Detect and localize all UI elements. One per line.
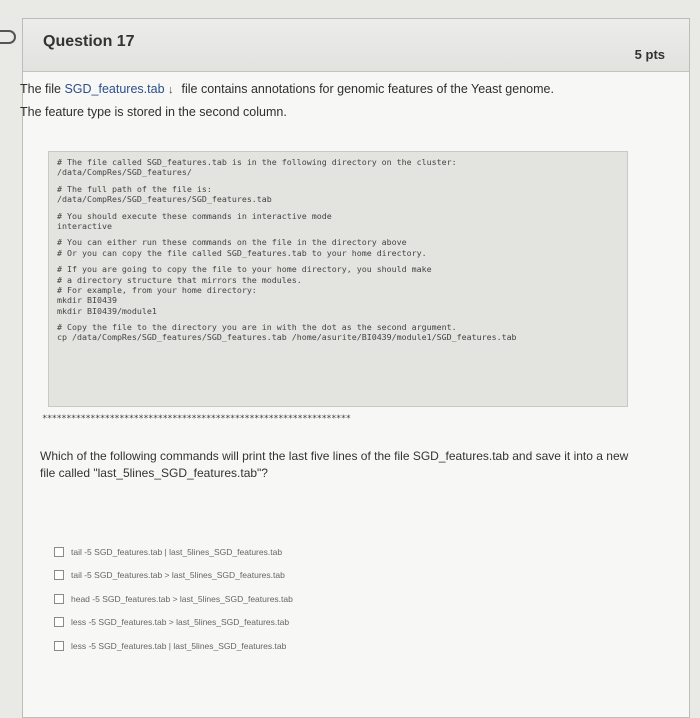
code-line: # For example, from your home directory: <box>57 284 257 295</box>
code-line: # The full path of the file is: <box>57 183 212 194</box>
file-link[interactable]: SGD_features.tab <box>64 82 165 96</box>
answer-option-4[interactable] <box>54 611 293 635</box>
nav-indicator-icon <box>0 30 16 44</box>
code-line: # Copy the file to the directory you are in with the dot as the second argument. <box>57 322 457 333</box>
answer-checkbox[interactable] <box>54 547 64 557</box>
question-intro <box>20 78 640 124</box>
answer-label: head -5 SGD_features.tab > last_5lines_SGD_features.tab <box>71 593 293 604</box>
intro-text-end: file contains annotations for genomic features of the Yeast genome. <box>178 82 554 96</box>
code-line: # a directory structure that mirrors the modules. <box>57 274 302 285</box>
answer-checkbox[interactable] <box>54 594 64 604</box>
question-title: Question 17 <box>43 33 135 50</box>
code-line: # If you are going to copy the file to your home directory, you should make <box>57 264 432 275</box>
code-line: mkdir BI0439 <box>57 295 117 306</box>
code-line: mkdir BI0439/module1 <box>57 305 157 316</box>
answer-option-5[interactable] <box>54 634 293 658</box>
answer-label: tail -5 SGD_features.tab | last_5lines_SGD_features.tab <box>71 546 283 557</box>
code-line: /data/CompRes/SGD_features/SGD_features.tab <box>57 194 272 205</box>
answer-option-2[interactable] <box>54 564 293 588</box>
code-line: cp /data/CompRes/SGD_features/SGD_features.tab /home/asurite/BI0439/module1/SGD_features.tab <box>57 332 517 343</box>
answer-label: less -5 SGD_features.tab > last_5lines_SGD_features.tab <box>71 617 290 628</box>
code-line: # You should execute these commands in interactive mode <box>57 210 332 221</box>
question-points: 5 pts <box>634 47 665 62</box>
file-download-icon[interactable]: ↓ <box>168 84 174 96</box>
answer-checkbox[interactable] <box>54 570 64 580</box>
answer-label: tail -5 SGD_features.tab > last_5lines_SGD_features.tab <box>71 570 285 581</box>
answer-checkbox[interactable] <box>54 617 64 627</box>
question-header <box>23 19 689 72</box>
intro-line-2: The feature type is stored in the second column. <box>20 105 287 119</box>
answer-label: less -5 SGD_features.tab | last_5lines_SGD_features.tab <box>71 640 287 651</box>
question-prompt: Which of the following commands will print the last five lines of the file SGD_features.tab and save it into a new file called "last_5lines_SGD_features.tab"? <box>40 449 629 480</box>
answer-option-1[interactable] <box>54 540 293 564</box>
answer-options <box>54 540 293 658</box>
code-line: # Or you can copy the file called SGD_features.tab to your home directory. <box>57 247 427 258</box>
intro-text-start: The file <box>20 82 65 96</box>
answer-checkbox[interactable] <box>54 641 64 651</box>
code-line: # The file called SGD_features.tab is in the following directory on the cluster: <box>57 157 457 167</box>
code-block <box>48 151 628 407</box>
separator-line: **************************************************************** <box>42 414 351 424</box>
code-line: interactive <box>57 220 112 231</box>
intro-line-1 <box>20 78 640 101</box>
code-line: # You can either run these commands on the file in the directory above <box>57 237 407 248</box>
answer-option-3[interactable] <box>54 587 293 611</box>
code-line: /data/CompRes/SGD_features/ <box>57 167 192 178</box>
